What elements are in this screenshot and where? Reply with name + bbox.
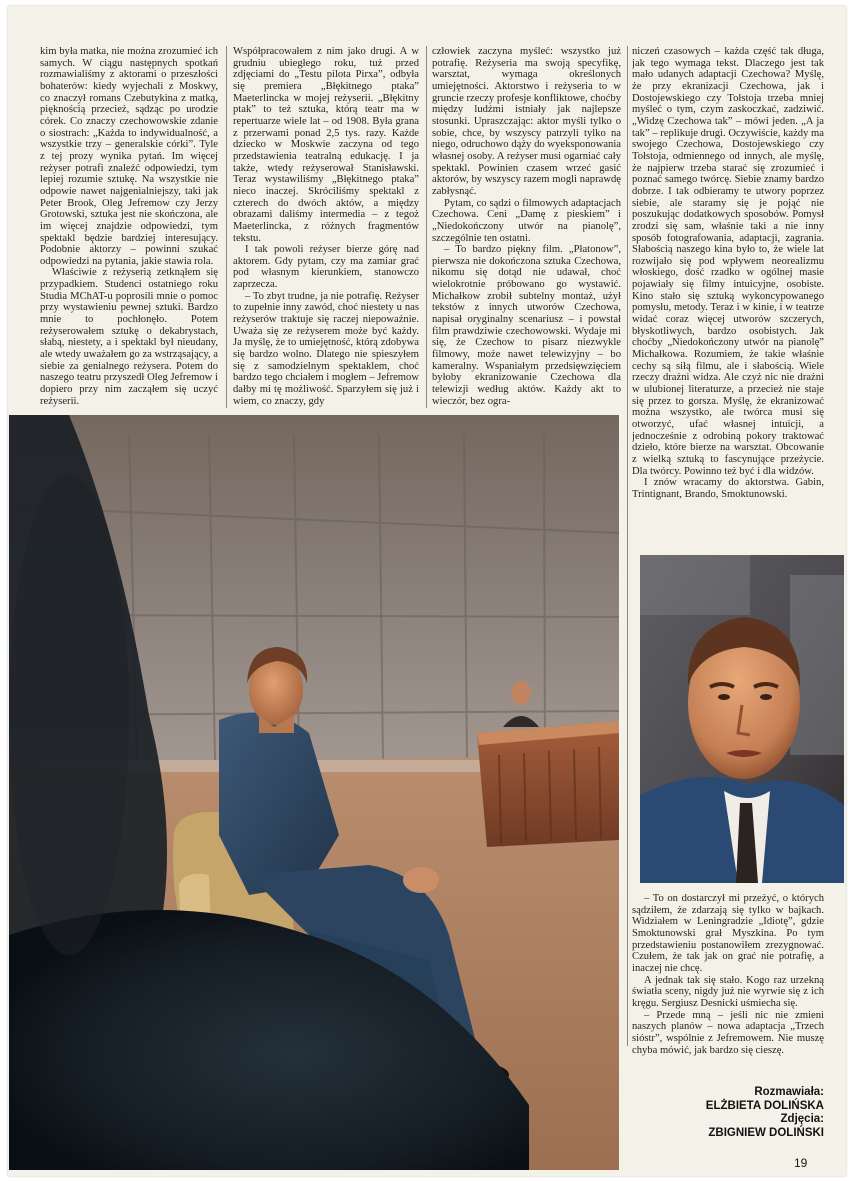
actor-in-studio-photo	[9, 415, 619, 1170]
main-photo	[9, 415, 619, 1170]
article-column-2	[233, 46, 419, 408]
paragraph: – To zbyt trudne, ja nie potrafię. Reżyser to zupełnie inny zawód, choć niestety u nas reżyserów traktuje się raczej niepoważnie. Uważa się ze reżyserem może być każdy. Ja myślę, że to umiejętność, którą zdobywa się bardzo wolno. Dlatego nie spieszyłem się z samodzielnym spektaklem, choć bardzo tego chciałem i mogłem – Jefremow dałby mi tę możliwość. Sparzyłem się już i wiem, co znaczy, gdy	[233, 290, 419, 407]
paragraph: I tak powoli reżyser bierze górę nad aktorem. Gdy pytam, czy ma zamiar grać pod własnym kierunkiem, stanowczo zaprzecza.	[233, 244, 419, 291]
column-divider	[426, 46, 427, 408]
column-divider	[226, 46, 227, 408]
article-column-3	[432, 46, 621, 408]
paragraph: – Przede mną – jeśli nic nie zmieni naszych planów – nowa adaptacja „Trzech sióstr”, wspólnie z Jefremowem. Nie muszę chyba mówić, jak bardzo się cieszę.	[632, 1009, 824, 1056]
paragraph: niczeń czasowych – każda część tak długa, jak tego wymaga tekst. Dlaczego jest tak mało udanych adaptacji Czechowa? Myślę, że przy ekranizacji Czechowa, jak i Dostojewskiego czy Tołstoja trzeba mniej myśleć o tym, czym zaskoczkać, zadziwić. „Widzę Czechowa tak” – mówi jeden. „A ja tak” – replikuje drugi. Oczywiście, każdy ma swojego Czechowa, Dostojewskiego czy Tołstoja, odmiennego od innych, ale myślę, że najpierw trzeba starać się zrozumieć i poznać samego twórcę. Siebie znamy bardzo dobrze. I tak odbieramy te utwory poprzez siebie, ale staramy się je pojąć nie poszukując dodatkowych sposobów. Pomysł zrodzi się sam, właśnie taki a nie inny sposób fotografowania, adaptacji, zagrania. Słabością naszego kina było to, że wiele lat rozwijało się pod wpływem neorealizmu włoskiego, dość rzadko w ogólnej masie pojawiały się filmy intuicyjne, osobiste. Kino stało się sztuką wykoncypowanego pomysłu, metody. Teraz i w kinie, i w teatrze widać coraz więcej utworów szczerych, błyskotliwych, bardzo osobistych. Jak choćby „Niedokończony utwór na pianolę” Michałkowa. Rozumiem, że takie właśnie cechy są siłą filmu, ale i słabością. Wiele rzeczy drażni widza. Ale czyż nic nie drażni w ulubionej literaturze, a przecież nie staje się przez to gorsza. Myślę, że ekranizować można wszystko, ale twórca musi się otworzyć, ufać własnej intuicji, a jednocześnie z odrobiną pokory traktować dzieło, które bierze na warsztat. Obcowanie z wielką sztuką to fascynujące przeżycie. Dla twórcy. Powinno też być i dla widzów.	[632, 46, 824, 477]
paragraph: Współpracowałem z nim jako drugi. A w grudniu ubiegłego roku, tuż przed zdjęciami do „Testu pilota Pirxa”, odbyła się premiera „Błękitnego ptaka” Maeterlincka w mojej reżyserii. „Błękitny ptak” to też sztuka, którą teatr ma w repertuarze wiele lat – od 1908. Była grana z przerwami ponad 2,5 tys. razy. Każde dziecko w Moskwie zaczyna od tego przedstawienia teatralną edukację. I ja także, wtedy reżyserował Stanisławski. Teraz wystawiliśmy „Błękitnego ptaka” nieco inaczej. Skróciliśmy spektakl z czterech do dwóch aktów, a między obrazami daliśmy intermedia – z tegoż Maeterlincka, z różnych fragmentów tekstu.	[233, 46, 419, 244]
paragraph: A jednak tak się stało. Kogo raz urzekną światła sceny, nigdy już nie wyrwie się z ich kręgu. Sergiusz Desnicki uśmiecha się.	[632, 974, 824, 1009]
portrait-photo	[640, 555, 844, 883]
paragraph: Pytam, co sądzi o filmowych adaptacjach Czechowa. Ceni „Damę z pieskiem” i „Niedokończony utwór na pianolę”, szczególnie ten ostatni.	[432, 197, 621, 244]
column-divider	[627, 46, 628, 1046]
article-column-1	[40, 46, 218, 408]
paragraph: człowiek zaczyna myśleć: wszystko już potrafię. Reżyseria ma swoją specyfikę, warsztat, wymaga określonych umiejętności. Aktorstwo i reżyseria to w gruncie rzeczy profesje konfliktowe, choćby między ludźmi istniały jak najlepsze stosunki. Upraszczając: aktor myśli tylko o sobie, chce, by wszyscy patrzyli tylko na niego, odruchowo dąży do wyeksponowania własnej osoby. A reżyser musi ogarniać cały spektakl. Powinien czasem wrzeć gasić aktorów, by wszyscy razem mogli naprawdę zabłysnąć.	[432, 46, 621, 197]
paragraph: I znów wracamy do aktorstwa. Gabin, Trintignant, Brando, Smoktunowski.	[632, 477, 824, 500]
interviewer-name: ELŻBIETA DOLIŃSKA	[705, 1099, 824, 1112]
paragraph: – To bardzo piękny film. „Płatonow”, pierwsza nie dokończona sztuka Czechowa, nikomu się dotąd nie udawał, choć wielokrotnie próbowano go wystawić. Michałkow zrobił subtelny montaż, użył tekstów z innych utworów Czechowa, napisał oryginalny scenariusz – i powstał film prawdziwie czechowowski. Wydaje mi się, że Czechow to pisarz niezwykle filmowy, może nawet telewizyjny – bo kameralny. Wspaniałym przedsięwzięciem byłoby ekranizowanie Czechowa dla telewizji według aktów. Każdy akt to wieczór, bez ogra-	[432, 244, 621, 407]
photographer-name: ZBIGNIEW DOLIŃSKI	[708, 1126, 824, 1139]
interview-label: Rozmawiała:	[754, 1086, 824, 1098]
article-column-4	[632, 46, 824, 546]
page-number: 19	[794, 1156, 808, 1170]
article-column-4-continued	[632, 893, 824, 1083]
paragraph: Właściwie z reżyserią zetknąłem się przypadkiem. Studenci ostatniego roku Studia MChAT-u poprosili mnie o pomoc przy wystawieniu pewnej sztuki. Bardzo mnie to pochłonęło. Potem reżyserowałem sztukę o dekabrystach, słabą, niestety, a i spektakl był nieudany, ale wtedy uważałem go za wstrząsający, a siebie za genialnego reżysera. Potem do naszego teatru przyszedł Oleg Jefremow i dopiero przy nim zacząłem się uczyć reżyserii.	[40, 267, 218, 407]
paragraph: kim była matka, nie można zrozumieć ich samych. W ciągu następnych spotkań rozmawialiśmy z aktorami o przeszłości bohaterów: kiedy wyjechali z Moskwy, co znaczył romans Czebutykina z matką, pięknością przecież, sądząc po urodzie córek. Co znaczy czechowowskie zdanie o siostrach: „Każda to indywidualność, a wszystkie trzy – generalskie córki”. Tyle z tej prozy wynika pytań. Im więcej reżyser potrafi znaleźć odpowiedzi, tym lepiej rozumie sztukę. Na wszystkie nie odpowie nawet najgenialniejszy, taki jak Peter Brook, Oleg Jefremow czy Jerzy Grotowski, sztuka jest nie skończona, ale im więcej znajdzie odpowiedzi, tym spektakl będzie bardziej interesujący. Podobnie aktorzy – powinni szukać odpowiedzi na pytania, jakie stawia rola.	[40, 46, 218, 267]
article-credits	[634, 1086, 824, 1140]
actor-portrait-photo	[640, 555, 844, 883]
paragraph: – To on dostarczył mi przeżyć, o których sądziłem, że zdarzają się tylko w bajkach. Widziałem w Leningradzie „Idiotę”, gdzie Smoktunowski grał Myszkina. Po tym przedstawieniu postanowiłem zrezygnować. Czułem, że tak jak on grać nie potrafię, a inaczej nie chcę.	[632, 893, 824, 974]
photos-label: Zdjęcia:	[780, 1113, 824, 1126]
